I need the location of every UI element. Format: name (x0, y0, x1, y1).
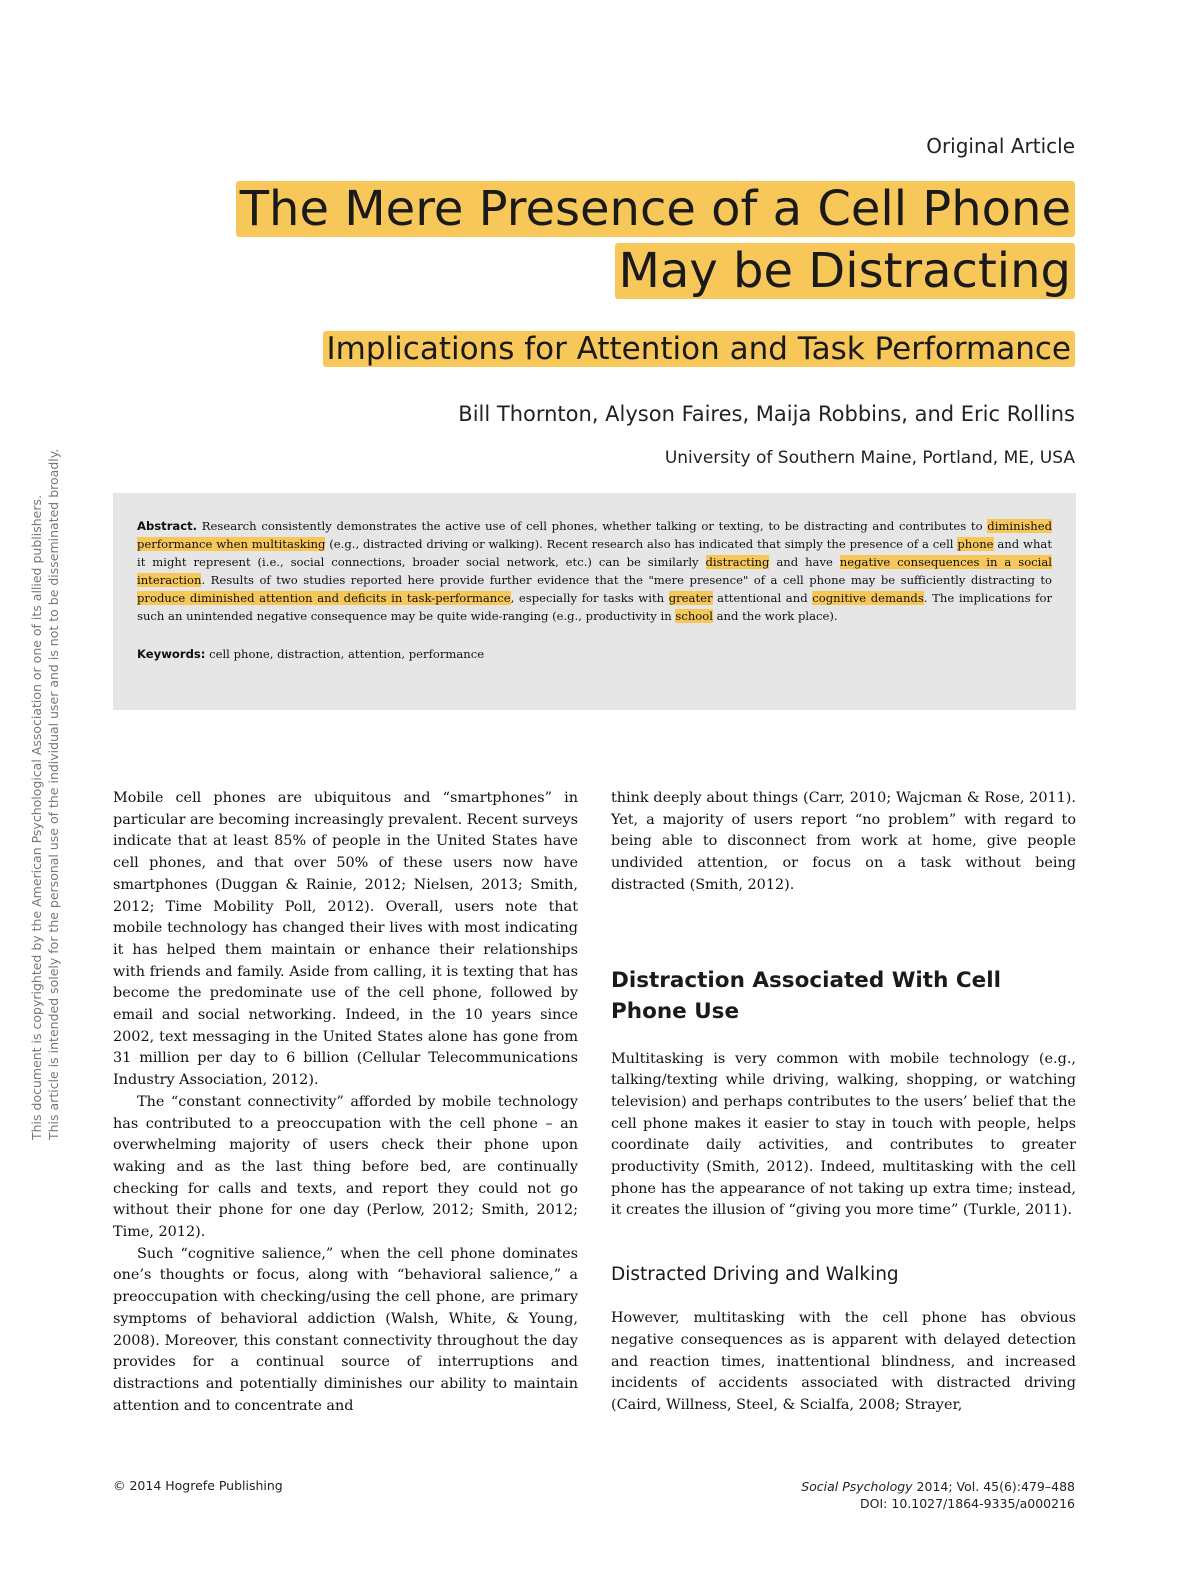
abstract-box (113, 493, 1076, 710)
paper-subtitle (135, 328, 1075, 370)
body-column-left (113, 788, 578, 1417)
title-line-2: May be Distracting (615, 243, 1075, 299)
journal-name: Social Psychology (801, 1479, 913, 1494)
abstract-highlight: negative consequences in a social interaction (137, 555, 1052, 587)
side-note-line: This article is intended solely for the personal use of the individual user and is not to be disseminated broadly. (46, 448, 61, 1140)
abstract-segment: . Results of two studies reported here provide further evidence that the "mere presence" of a cell phone may be sufficiently distracting to (201, 573, 1052, 587)
authors: Bill Thornton, Alyson Faires, Maija Robbins, and Eric Rollins (458, 402, 1075, 426)
body-paragraph: think deeply about things (Carr, 2010; Wajcman & Rose, 2011). Yet, a majority of users report “no problem” with regard to being able to disconnect from work at home, give people undivided attention, or focus on a task without being distracted (Smith, 2012). (611, 790, 1076, 893)
copyright-footer: © 2014 Hogrefe Publishing (113, 1478, 283, 1493)
body-column-right (611, 788, 1076, 1417)
doi: DOI: 10.1027/1864-9335/a000216 (860, 1496, 1075, 1511)
abstract-segment: , especially for tasks with (510, 591, 669, 605)
abstract-segment: (e.g., distracted driving or walking). Recent research also has indicated that simply the presence of a cell (325, 537, 958, 551)
body-paragraph: However, multitasking with the cell phone has obvious negative consequences as is apparent with delayed detection and reaction times, inattentional blindness, and increased incidents of accidents associated with distracted driving (Caird, Willness, Steel, & Scialfa, 2008; Strayer, (611, 1310, 1076, 1413)
side-note-line: This document is copyrighted by the American Psychological Association or one of its allied publishers. (29, 495, 44, 1140)
affiliation: University of Southern Maine, Portland, ME, USA (664, 448, 1075, 468)
section-heading: Distraction Associated With Cell Phone Use (611, 967, 1001, 1024)
citation-footer (801, 1478, 1075, 1512)
body-paragraph: The “constant connectivity” afforded by mobile technology has contributed to a preoccupation with the cell phone – an overwhelming majority of users check their phone upon waking and as the last thing before bed, are continually checking for calls and texts, and report they could not go without their phone for one day (Perlow, 2012; Smith, 2012; Time, 2012). (113, 1093, 578, 1241)
abstract-segment: . The implications for such an unintended negative consequence may be quite wide-ranging (e.g., productivity in (137, 591, 1052, 623)
abstract-highlight: cognitive demands (812, 591, 924, 605)
abstract-highlight: phone (957, 537, 994, 551)
abstract-label: Abstract. (137, 519, 198, 533)
abstract-segment: and what it might represent (i.e., social connections, broader social network, etc.) can be similarly (137, 537, 1052, 569)
abstract-segment: and the work place). (712, 609, 838, 623)
citation-volume: 2014; Vol. 45(6):479–488 (912, 1479, 1075, 1494)
subsection-heading: Distracted Driving and Walking (611, 1264, 899, 1286)
abstract-highlight: distracting (705, 555, 770, 569)
keywords-label: Keywords: (137, 647, 206, 661)
paper-title (135, 178, 1075, 302)
abstract-segment: Research consistently demonstrates the active use of cell phones, whether talking or texting, to be distracting and contributes to (197, 519, 988, 533)
body-paragraph: Multitasking is very common with mobile technology (e.g., talking/texting while driving, walking, shopping, or watching television) and perhaps contributes to the users’ belief that the cell phone makes it easier to stay in touch with people, helps coordinate daily activities, and contributes to greater productivity (Smith, 2012). Indeed, multitasking with the cell phone has the appearance of not taking up extra time; instead, it creates the illusion of “giving you more time” (Turkle, 2011). (611, 1050, 1076, 1219)
abstract-highlight: diminished performance when multitasking (137, 519, 1052, 551)
abstract-segment: attentional and (712, 591, 813, 605)
abstract-segment: and have (769, 555, 840, 569)
abstract-highlight: produce diminished attention and deficits in task-performance (137, 591, 511, 605)
title-line-1: The Mere Presence of a Cell Phone (236, 181, 1075, 237)
keywords (137, 645, 1052, 663)
abstract-text (137, 517, 1052, 625)
body-paragraph: Mobile cell phones are ubiquitous and “smartphones” in particular are becoming increasingly prevalent. Recent surveys indicate that at least 85% of people in the United States have cell phones, and that over 50% of these users now have smartphones (Duggan & Rainie, 2012; Nielsen, 2013; Smith, 2012; Time Mobility Poll, 2012). Overall, users note that mobile technology has changed their lives with most indicating it has helped them maintain or enhance their relationships with friends and family. Aside from calling, it is texting that has become the predominate use of the cell phone, followed by email and social networking. Indeed, in the 10 years since 2002, text messaging in the United States alone has gone from 31 million per day to 6 billion (Cellular Telecommunications Industry Association, 2012). (113, 790, 578, 1089)
copyright-side-note (28, 440, 62, 1140)
subtitle-text: Implications for Attention and Task Performance (323, 331, 1075, 367)
abstract-highlight: school (675, 609, 713, 623)
keywords-list: cell phone, distraction, attention, performance (205, 647, 485, 661)
article-type-label: Original Article (926, 134, 1075, 158)
abstract-highlight: greater (668, 591, 713, 605)
body-paragraph: Such “cognitive salience,” when the cell phone dominates one’s thoughts or focus, along with “behavioral salience,” a preoccupation with checking/using the cell phone, are primary symptoms of behavioral addiction (Walsh, White, & Young, 2008). Moreover, this constant connectivity throughout the day provides for a continual source of interruptions and distractions and potentially diminishes our ability to maintain attention and to concentrate and (113, 1245, 578, 1414)
